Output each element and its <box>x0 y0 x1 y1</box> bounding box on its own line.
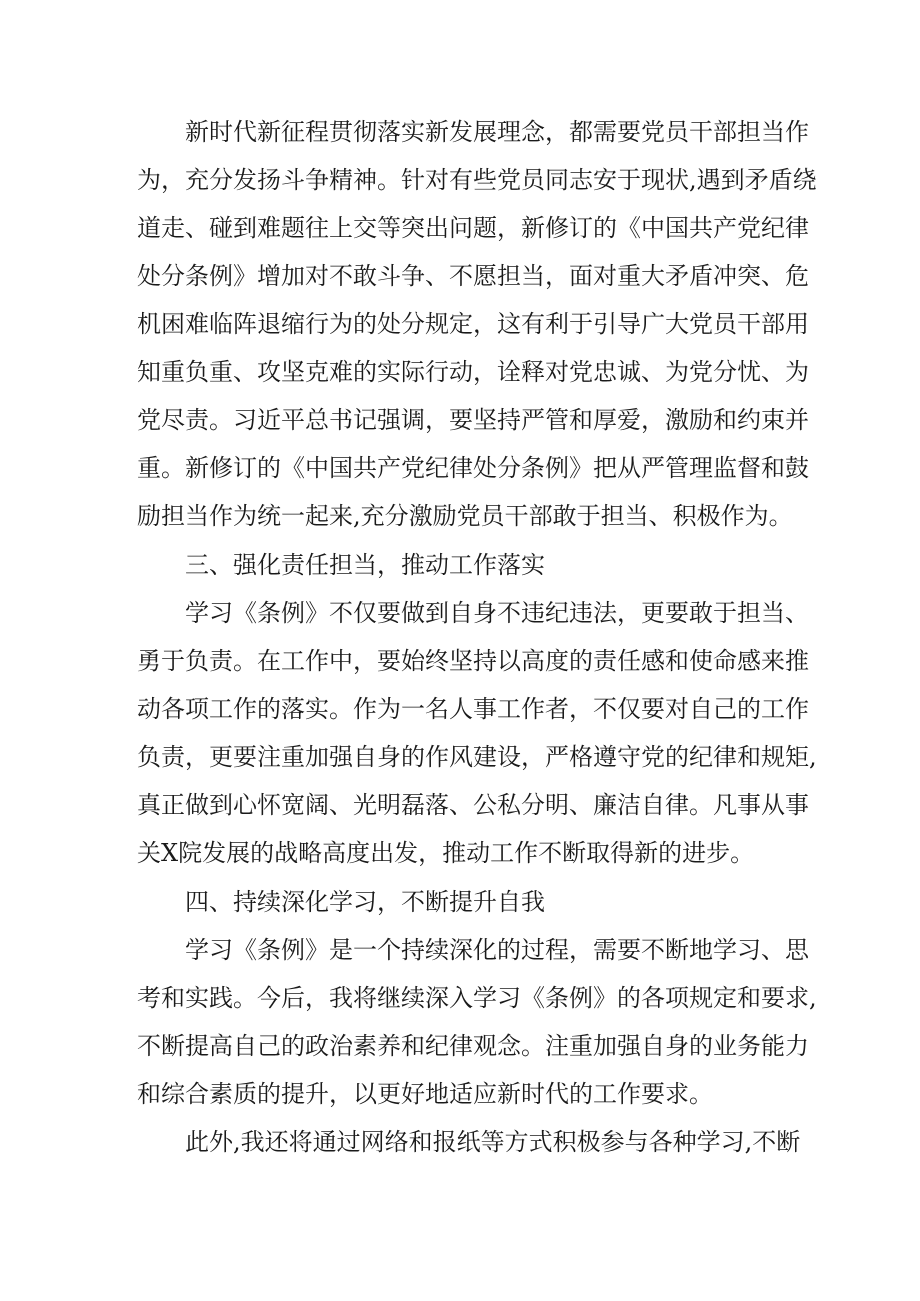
paragraph-3-line-2: 考和实践。今后，我将继续深入学习《条例》的各项规定和要求, <box>137 984 817 1012</box>
paragraph-3-line-3: 不断提高自己的政治素养和纪律观念。注重加强自身的业务能力 <box>137 1032 809 1060</box>
paragraph-2-line-6: 关X院发展的战略高度出发，推动工作不断取得新的进步。 <box>137 839 755 867</box>
paragraph-1-line-9: 励担当作为统一起来,充分激励党员干部敢于担当、积极作为。 <box>137 502 793 530</box>
section-heading-4: 四、持续深化学习，不断提升自我 <box>185 888 545 916</box>
paragraph-1-line-8: 重。新修订的《中国共产党纪律处分条例》把从严管理监督和鼓 <box>137 454 809 482</box>
paragraph-2-line-4: 负责，更要注重加强自身的作风建设，严格遵守党的纪律和规矩, <box>137 743 817 771</box>
paragraph-1-line-2: 为，充分发扬斗争精神。针对有些党员同志安于现状,遇到矛盾绕 <box>137 166 817 194</box>
paragraph-2-line-5: 真正做到心怀宽阔、光明磊落、公私分明、廉洁自律。凡事从事 <box>137 791 809 819</box>
paragraph-3-line-4: 和综合素质的提升，以更好地适应新时代的工作要求。 <box>137 1080 713 1108</box>
paragraph-1-line-7: 党尽责。习近平总书记强调，要坚持严管和厚爱，激励和约束并 <box>137 406 809 434</box>
section-heading-3: 三、强化责任担当，推动工作落实 <box>185 551 545 579</box>
paragraph-3-line-1: 学习《条例》是一个持续深化的过程，需要不断地学习、思 <box>185 936 809 964</box>
paragraph-1-line-4: 处分条例》增加对不敢斗争、不愿担当，面对重大矛盾冲突、危 <box>137 262 809 290</box>
paragraph-1-line-1: 新时代新征程贯彻落实新发展理念，都需要党员干部担当作 <box>185 118 809 146</box>
paragraph-1-line-5: 机困难临阵退缩行为的处分规定，这有利于引导广大党员干部用 <box>137 310 809 338</box>
paragraph-1-line-3: 道走、碰到难题往上交等突出问题，新修订的《中国共产党纪律 <box>137 214 809 242</box>
paragraph-4-line-1: 此外,我还将通过网络和报纸等方式积极参与各种学习,不断 <box>185 1128 801 1156</box>
paragraph-2-line-1: 学习《条例》不仅要做到自身不违纪违法，更要敢于担当、 <box>185 599 809 627</box>
paragraph-2-line-3: 动各项工作的落实。作为一名人事工作者，不仅要对自己的工作 <box>137 695 809 723</box>
paragraph-1-line-6: 知重负重、攻坚克难的实际行动，诠释对党忠诚、为党分忧、为 <box>137 358 809 386</box>
paragraph-2-line-2: 勇于负责。在工作中，要始终坚持以高度的责任感和使命感来推 <box>137 647 809 675</box>
